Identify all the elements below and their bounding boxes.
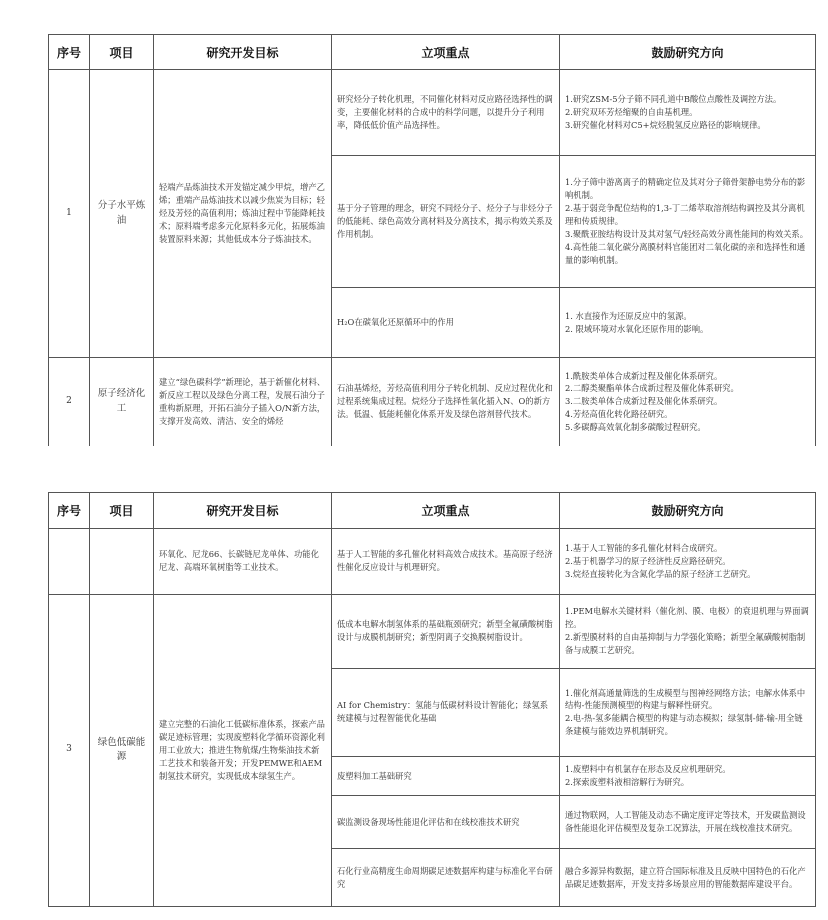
direction-item: 4.芳烃高值化转化路径研究。 <box>565 409 673 420</box>
research-goal: 环氧化、尼龙66、长碳链尼龙单体、功能化尼龙、高端环氧树脂等工业技术。 <box>154 528 332 594</box>
header-no: 序号 <box>49 493 90 529</box>
research-goal: 建立“绿色碳科学”新理论，基于新催化材料、新反应工程以及绿色分离工程，发展石油分子重构新原理，开拓石油分子插入O/N新方法，支撑开发高效、清洁、安全的烯烃 <box>154 358 332 446</box>
table-row <box>49 594 816 668</box>
direction-item: 5.多碳醇高效氧化制多碳酸过程研究。 <box>565 422 706 433</box>
direction-item: 通过物联网，人工智能及动态不确定度评定等技术，开发碳监测设备性能退化评估模型及复杂工况算法，开展在线校准技术研究。 <box>565 810 806 834</box>
header-focus: 立项重点 <box>332 35 560 70</box>
direction-item: 3.聚酰亚胺结构设计及其对氢气/轻烃高效分离性能间的构效关系。 <box>565 228 809 239</box>
focus-cell: 石化行业高精度生命周期碳足迹数据库构建与标准化平台研究 <box>332 849 560 907</box>
direction-item: 2.新型膜材料的自由基抑制与力学强化策略；新型全氟磺酸树脂制备与成膜工艺研究。 <box>565 632 806 656</box>
row-number-empty <box>49 528 90 594</box>
direction-cell <box>560 849 816 907</box>
row-number: 2 <box>49 358 90 446</box>
direction-item: 1.催化剂高通量筛选的生成模型与图神经网络方法；电解水体系中结构-性能预测模型的构建与解释性研究。 <box>565 687 806 711</box>
header-no: 序号 <box>49 35 90 70</box>
focus-cell: 废塑料加工基础研究 <box>332 756 560 795</box>
direction-cell <box>560 156 816 288</box>
research-table-page-1 <box>48 34 816 446</box>
direction-item: 1.酰胺类单体合成新过程及催化体系研究。 <box>565 370 723 381</box>
table-header-row <box>49 493 816 529</box>
direction-item: 1.废塑料中有机氯存在形态及反应机理研究。 <box>565 764 731 775</box>
direction-item: 1.基于人工智能的多孔催化材料合成研究。 <box>565 543 723 554</box>
table-row <box>49 70 816 156</box>
project-name: 原子经济化工 <box>90 358 154 446</box>
project-name: 分子水平炼油 <box>90 70 154 358</box>
direction-item: 2.二醇类聚酯单体合成新过程及催化体系研究。 <box>565 383 739 394</box>
direction-item: 2.基于弱竞争配位结构的1,3-丁二烯萃取溶剂结构调控及其分离机理和传质规律。 <box>565 203 805 227</box>
focus-cell: AI for Chemistry：氢能与低碳材料设计智能化；绿氢系统建模与过程智能优化基础 <box>332 668 560 756</box>
direction-item: 2.基于机器学习的原子经济性反应路径研究。 <box>565 555 731 566</box>
direction-cell <box>560 70 816 156</box>
direction-cell <box>560 594 816 668</box>
direction-cell <box>560 288 816 358</box>
direction-cell <box>560 358 816 446</box>
header-focus: 立项重点 <box>332 493 560 529</box>
focus-cell: 石油基烯烃，芳烃高值利用分子转化机制、反应过程优化和过程系统集成过程。烷烃分子选择性氧化插入N、O的新方法。低温、低能耗催化体系开发及绿色溶剂替代技术。 <box>332 358 560 446</box>
header-direction: 鼓励研究方向 <box>560 493 816 529</box>
direction-item: 1. 水直接作为还原反应中的氢源。 <box>565 310 692 321</box>
table-row <box>49 358 816 446</box>
direction-cell <box>560 528 816 594</box>
project-name: 绿色低碳能源 <box>90 594 154 906</box>
research-table-page-2 <box>48 492 816 907</box>
direction-item: 2.电-热-氢多能耦合模型的构建与动态模拟；绿氢制-储-输-用全链条建模与能效边界机制研究。 <box>565 713 803 737</box>
direction-item: 2.研究双环芳烃缩聚的自由基机理。 <box>565 107 698 118</box>
project-name-empty <box>90 528 154 594</box>
table-header-row <box>49 35 816 70</box>
table-row <box>49 528 816 594</box>
row-number: 1 <box>49 70 90 358</box>
focus-cell: 低成本电解水制氢体系的基础瓶颈研究；新型全氟磺酸树脂设计与成膜机制研究；新型阴离子交换膜树脂设计。 <box>332 594 560 668</box>
direction-item: 2.探索废塑料液相溶解行为研究。 <box>565 777 690 787</box>
header-goal: 研究开发目标 <box>154 35 332 70</box>
direction-item: 3.烷烃直接转化为含氮化学品的原子经济工艺研究。 <box>565 568 756 579</box>
direction-item: 1.研究ZSM-5分子筛不同孔道中B酸位点酸性及调控方法。 <box>565 94 782 105</box>
research-goal: 建立完整的石油化工低碳标准体系，探索产品碳足迹标管理；实现废塑料化学循环资源化利用工业放大；推进生物航煤/生物柴油技术新工艺技术和装备开发；开发PEMWE和AEM制氢技术研究，实现低成本绿氢生产。 <box>154 594 332 906</box>
direction-item: 3.二胺类单体合成新过程及催化体系研究。 <box>565 396 723 407</box>
direction-cell <box>560 668 816 756</box>
focus-cell: 基于人工智能的多孔催化材料高效合成技术。基高原子经济性催化反应设计与机理研究。 <box>332 528 560 594</box>
research-goal: 轻端产品炼油技术开发锚定减少甲烷，增产乙烯；重端产品炼油技术以减少焦炭为目标；轻烃及芳烃的高值利用；炼油过程中节能降耗技术；原料端考虑多元化原料多元化，拓展炼油装置原料来源；其他低成本分子炼油技术。 <box>154 70 332 358</box>
direction-item: 4.高性能二氧化碳分离膜材料官能团对二氧化碳的亲和选择性和通量的影响机制。 <box>565 241 806 265</box>
direction-cell <box>560 756 816 795</box>
header-goal: 研究开发目标 <box>154 493 332 529</box>
direction-item: 2. 限域环境对水氧化还原作用的影响。 <box>565 323 709 334</box>
header-project: 项目 <box>90 35 154 70</box>
header-project: 项目 <box>90 493 154 529</box>
focus-cell: H₂O在碳氧化还原循环中的作用 <box>332 288 560 358</box>
focus-cell: 碳监测设备现场性能退化评估和在线校准技术研究 <box>332 796 560 849</box>
row-number: 3 <box>49 594 90 906</box>
header-direction: 鼓励研究方向 <box>560 35 816 70</box>
direction-item: 1.分子筛中游离离子的精确定位及其对分子筛骨架静电势分布的影响机制。 <box>565 177 806 201</box>
focus-cell: 研究烃分子转化机理，不同催化材料对反应路径选择性的调变，主要催化材料的合成中的科学问题，以提升分子利用率，降低低价值产品选择性。 <box>332 70 560 156</box>
focus-cell: 基于分子管理的理念，研究不同烃分子、烃分子与非烃分子的低能耗、绿色高效分离材料及分离技术，揭示构效关系及作用机制。 <box>332 156 560 288</box>
direction-cell <box>560 796 816 849</box>
direction-item: 1.PEM电解水关键材料（催化剂、膜、电极）的衰退机理与界面调控。 <box>565 606 809 630</box>
direction-item: 3.研究催化材料对C5+烷烃脱氢反应路径的影响规律。 <box>565 119 766 130</box>
direction-item: 融合多源异构数据，建立符合国际标准及且反映中国特色的石化产品碳足迹数据库，开发支持多场景应用的智能数据库建设平台。 <box>565 865 806 889</box>
